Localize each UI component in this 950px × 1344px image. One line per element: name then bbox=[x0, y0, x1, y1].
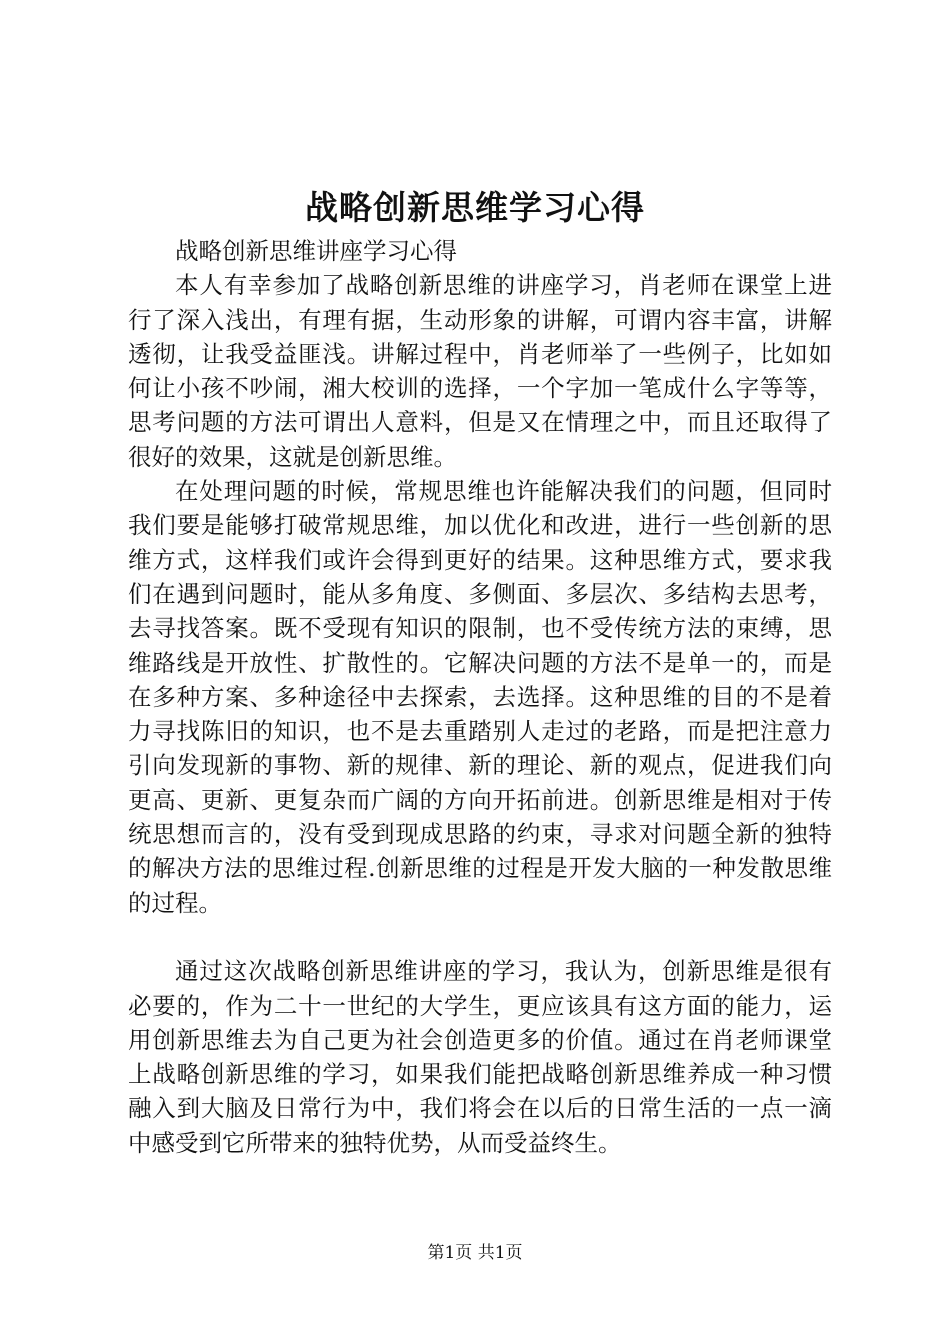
page-title: 战略创新思维学习心得 bbox=[305, 188, 645, 227]
document-subtitle: 战略创新思维讲座学习心得 bbox=[175, 237, 457, 265]
paragraph-3: 通过这次战略创新思维讲座的学习，我认为，创新思维是很有必要的，作为二十一世纪的大学生，更应该具有这方面的能力，运用创新思维去为自己更为社会创造更多的价值。通过在肖老师课堂上战略创新思维的学习，如果我们能把战略创新思维养成一种习惯融入到大脑及日常行为中，我们将会在以后的日常生活的一点一滴中感受到它所带来的独特优势，从而受益终生。 bbox=[128, 957, 832, 1157]
document-body bbox=[128, 234, 832, 1160]
page-footer: 第1页 共1页 bbox=[427, 1243, 523, 1263]
paragraph-2: 在处理问题的时候，常规思维也许能解决我们的问题，但同时我们要是能够打破常规思维，加以优化和改进，进行一些创新的思维方式，这样我们或许会得到更好的结果。这种思维方式，要求我们在遇到问题时，能从多角度、多侧面、多层次、多结构去思考，去寻找答案。既不受现有知识的限制，也不受传统方法的束缚，思维路线是开放性、扩散性的。它解决问题的方法不是单一的，而是在多种方案、多种途径中去探索，去选择。这种思维的目的不是着力寻找陈旧的知识，也不是去重踏别人走过的老路，而是把注意力引向发现新的事物、新的规律、新的理论、新的观点，促进我们向更高、更新、更复杂而广阔的方向开拓前进。创新思维是相对于传统思想而言的，没有受到现成思路的约束，寻求对问题全新的独特的解决方法的思维过程.创新思维的过程是开发大脑的一种发散思维的过程。 bbox=[128, 477, 832, 917]
paragraph-1: 本人有幸参加了战略创新思维的讲座学习，肖老师在课堂上进行了深入浅出，有理有据，生动形象的讲解，可谓内容丰富，讲解透彻，让我受益匪浅。讲解过程中，肖老师举了一些例子，比如如何让小孩不吵闹，湘大校训的选择，一个字加一笔成什么字等等，思考问题的方法可谓出人意料，但是又在情理之中，而且还取得了很好的效果，这就是创新思维。 bbox=[128, 271, 832, 471]
paragraph-spacer bbox=[128, 920, 832, 954]
